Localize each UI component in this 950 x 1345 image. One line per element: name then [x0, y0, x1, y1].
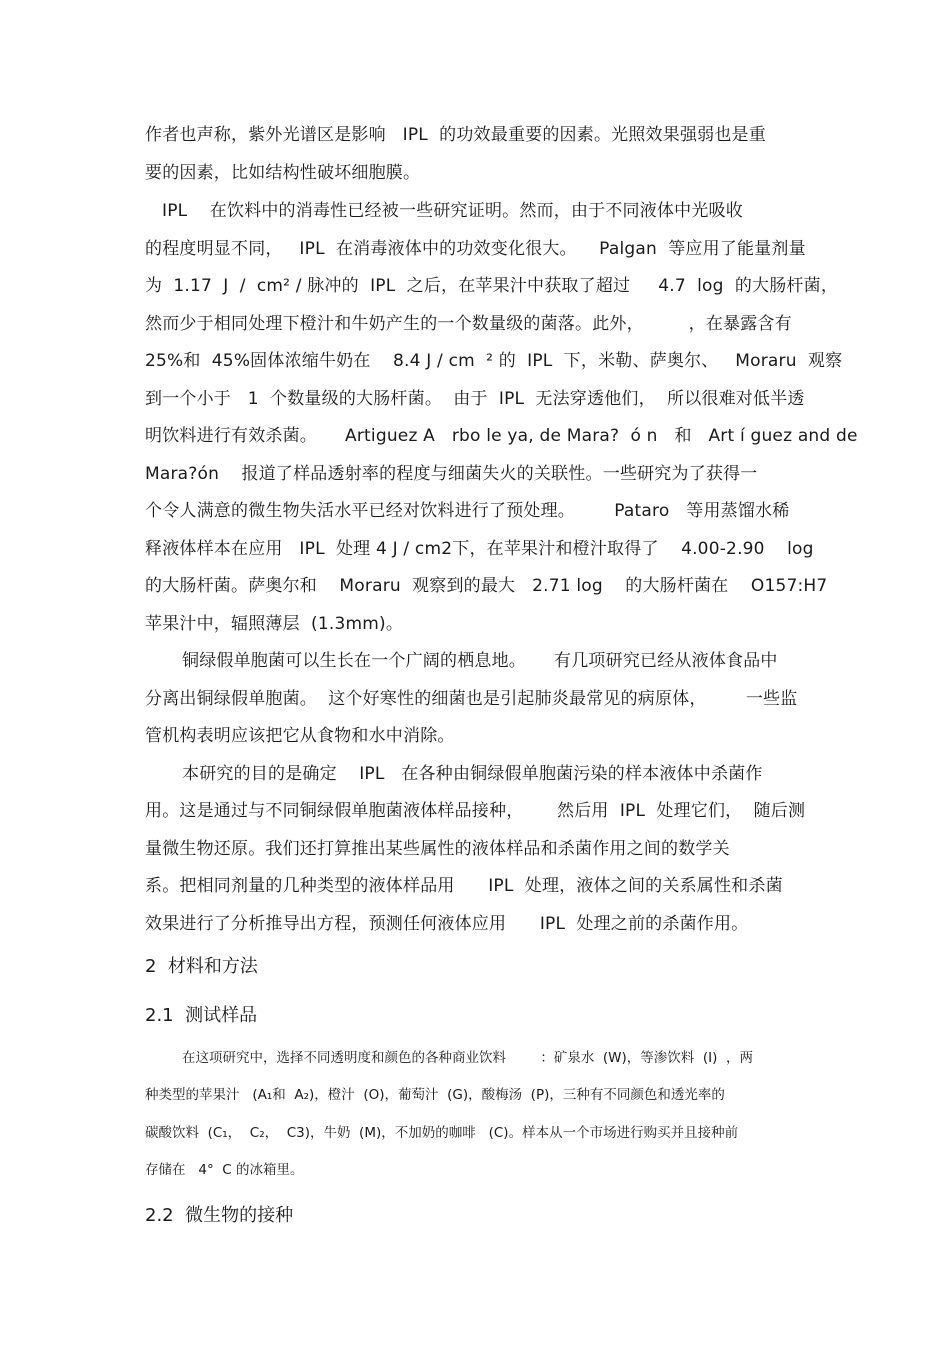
paragraph-4-line-1: 本研究的目的是确定 IPL 在各种由铜绿假单胞菌污染的样本液体中杀菌作	[182, 764, 763, 784]
samples-line-3: 碳酸饮料 (C₁， C₂， C3)，牛奶 (M)，不加奶的咖啡 (C)。样本从一个市场进行购买并且接种前	[145, 1125, 739, 1141]
section-heading-2: 2 材料和方法	[145, 956, 258, 977]
paragraph-2-line-1: IPL 在饮料中的消毒性已经被一些研究证明。然而，由于不同液体中光吸收	[162, 201, 743, 221]
samples-line-1: 在这项研究中，选择不同透明度和颜色的各种商业饮料 ：矿泉水 (W)，等渗饮料 (I) ，两	[182, 1050, 753, 1066]
paragraph-4-line-3: 量微生物还原。我们还打算推出某些属性的液体样品和杀菌作用之间的数学关	[145, 839, 730, 859]
paragraph-2-line-8: Mara?ón 报道了样品透射率的程度与细菌失火的关联性。一些研究为了获得一	[145, 464, 758, 484]
paragraph-3-line-1: 铜绿假单胞菌可以生长在一个广阔的栖息地。 有几项研究已经从液体食品中	[182, 651, 778, 671]
paragraph-2-line-6: 到一个小于 1 个数量级的大肠杆菌。 由于 IPL 无法穿透他们， 所以很难对低半透	[145, 389, 805, 409]
paragraph-2-line-5: 25%和 45%固体浓缩牛奶在 8.4 J / cm ² 的 IPL 下，米勒、萨奥尔、 Moraru 观察	[145, 351, 843, 371]
paragraph-3-line-2: 分离出铜绿假单胞菌。 这个好寒性的细菌也是引起肺炎最常见的病原体， 一些监	[145, 689, 798, 709]
subsection-heading-2-2: 2.2 微生物的接种	[145, 1205, 294, 1226]
subsection-heading-2-1: 2.1 测试样品	[145, 1005, 258, 1026]
paragraph-2-line-11: 的大肠杆菌。萨奥尔和 Moraru 观察到的最大 2.71 log 的大肠杆菌在 O157:H7	[145, 576, 828, 596]
paragraph-2-line-9: 个令人满意的微生物失活水平已经对饮料进行了预处理。 Pataro 等用蒸馏水稀	[145, 501, 790, 521]
paragraph-1-line-2: 要的因素，比如结构性破坏细胞膜。	[145, 163, 421, 183]
paragraph-2-line-10: 释液体样本在应用 IPL 处理 4 J / cm2下，在苹果汁和橙汁取得了 4.00-2.90 log	[145, 539, 814, 559]
paragraph-2-line-3: 为 1.17 J / cm² / 脉冲的 IPL 之后，在苹果汁中获取了超过 4.7 log 的大肠杆菌，	[145, 276, 839, 296]
paragraph-4-line-2: 用。这是通过与不同铜绿假单胞菌液体样品接种， 然后用 IPL 处理它们， 随后测	[145, 801, 806, 821]
paragraph-2-line-2: 的程度明显不同， IPL 在消毒液体中的功效变化很大。 Palgan 等应用了能量剂量	[145, 239, 806, 259]
samples-line-4: 存储在 4° C 的冰箱里。	[145, 1162, 304, 1178]
paragraph-2-line-4: 然而少于相同处理下橙汁和牛奶产生的一个数量级的菌落。此外， ，在暴露含有	[145, 314, 792, 334]
paragraph-3-line-3: 管机构表明应该把它从食物和水中消除。	[145, 726, 455, 746]
paragraph-2-line-7: 明饮料进行有效杀菌。 Artiguez A rbo le ya, de Mara? ó n 和 Art í guez and de	[145, 426, 858, 446]
samples-line-2: 种类型的苹果汁 (A₁和 A₂)，橙汁 (O)，葡萄汁 (G)，酸梅汤 (P)，三种有不同颜色和透光率的	[145, 1087, 725, 1103]
paragraph-1-line-1: 作者也声称，紫外光谱区是影响 IPL 的功效最重要的因素。光照效果强弱也是重	[145, 125, 766, 145]
paragraph-4-line-4: 系。把相同剂量的几种类型的液体样品用 IPL 处理，液体之间的关系属性和杀菌	[145, 876, 783, 896]
paragraph-2-line-12: 苹果汁中，辐照薄层 (1.3mm)。	[145, 614, 404, 634]
paragraph-4-line-5: 效果进行了分析推导出方程，预测任何液体应用 IPL 处理之前的杀菌作用。	[145, 914, 749, 934]
